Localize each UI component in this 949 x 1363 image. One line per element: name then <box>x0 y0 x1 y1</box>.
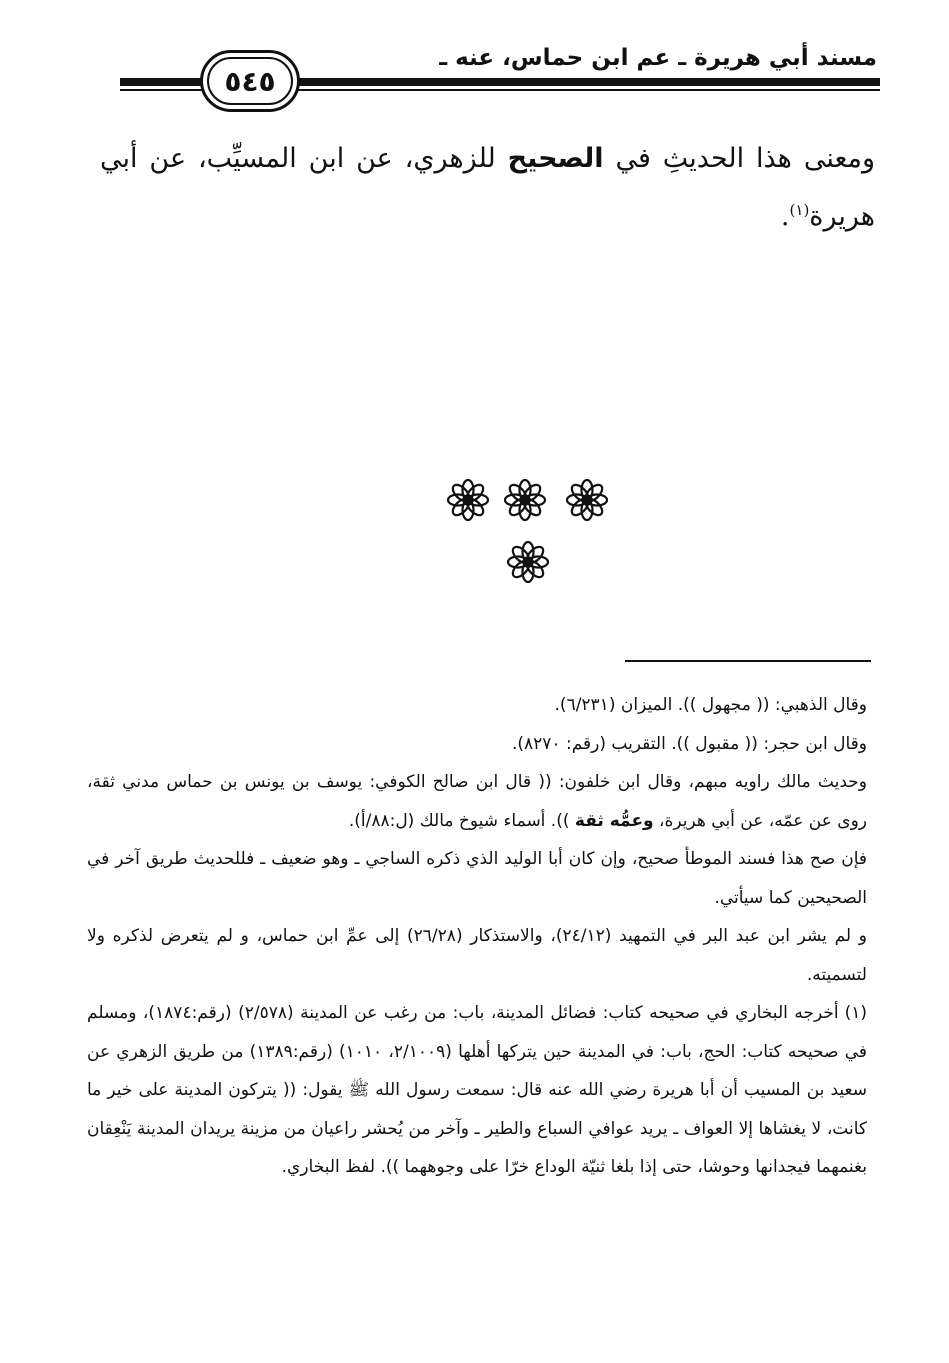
footnote-text: أخرجه البخاري في صحيحه كتاب: فضائل المدينة، باب: من رغب عن المدينة (٢/٥٧٨) (رقم:١٨٧٤)، ومسلم في صحيحه كتاب: الحج، باب: في المدينة حين يتركها أهلها (٢/١٠٠٩، ١٠١٠) (رقم:١٣٨٩) من طريق الزهري عن سعيد بن المسيب أن أبا هريرة رضي الله عنه قال: سمعت رسول الله ﷺ يقول: (( يتركون المدينة على خير ما كانت، لا يغشاها إلا العواف ـ يريد عوافي السباع والطير ـ وآخر من يُحشر راعيان من مزينة يريدان المدينة يَنْعِقان بغنمهما فيجدانها وحوشا، حتى إذا بلغا ثنيّة الوداع خرّا على وجوههما )). لفظ البخاري. <box>87 1003 868 1177</box>
note-line: وقال ابن حجر: (( مقبول )). التقريب (رقم: ٨٢٧٠). <box>511 733 867 754</box>
body-text-end: . <box>780 201 790 232</box>
footnotes <box>87 686 867 1187</box>
note-text: وحديث مالك راويه مبهم، وقال ابن خلفون: (( قال ابن صالح الكوفي: يوسف بن يونس بن حماس مدني ثقة، روى عن عمّه، عن أبي هريرة، <box>87 772 867 831</box>
footnote-reference: (١) <box>789 201 810 219</box>
flower-ornament-icon <box>565 478 609 522</box>
footnote-separator <box>625 660 871 662</box>
running-title: مسند أبي هريرة ـ عم ابن حماس، عنه ـ <box>439 45 877 71</box>
body-bold-term: الصحيح <box>507 143 604 174</box>
note-paragraph: فإن صح هذا فسند الموطأ صحيح، وإن كان أبا الوليد الذي ذكره الساجي ـ وهو ضعيف ـ فللحديث طريق آخر في الصحيحين كما سيأتي. <box>87 849 867 908</box>
body-text-2: للزهري، عن ابن المسيِّب، عن أبي هريرة <box>100 143 875 232</box>
footnote-number: (١) <box>844 1003 867 1023</box>
note-paragraph: و لم يشر ابن عبد البر في التمهيد (٢٤/١٢)، والاستذكار (٢٦/٢٨) إلى عمِّ ابن حماس، و لم يتعرض لذكره ولا لتسميته. <box>87 926 867 985</box>
note-text: )). أسماء شيوخ مالك (ل:٨٨/أ). <box>348 810 575 831</box>
note-paragraph <box>87 763 867 840</box>
body-text-1: ومعنى هذا الحديثِ في <box>603 143 875 174</box>
footnote-1 <box>87 994 867 1187</box>
flower-ornament-icon <box>446 478 490 522</box>
flower-ornament-icon <box>506 540 550 584</box>
body-paragraph <box>100 130 875 246</box>
page-number: ٥٤٥ <box>207 57 293 105</box>
note-line: وقال الذهبي: (( مجهول )). الميزان (٦/٢٣١). <box>554 695 867 715</box>
note-bold: وعمُّه ثقة <box>574 810 654 831</box>
page-number-frame <box>200 50 300 112</box>
flower-ornament-icon <box>503 478 547 522</box>
